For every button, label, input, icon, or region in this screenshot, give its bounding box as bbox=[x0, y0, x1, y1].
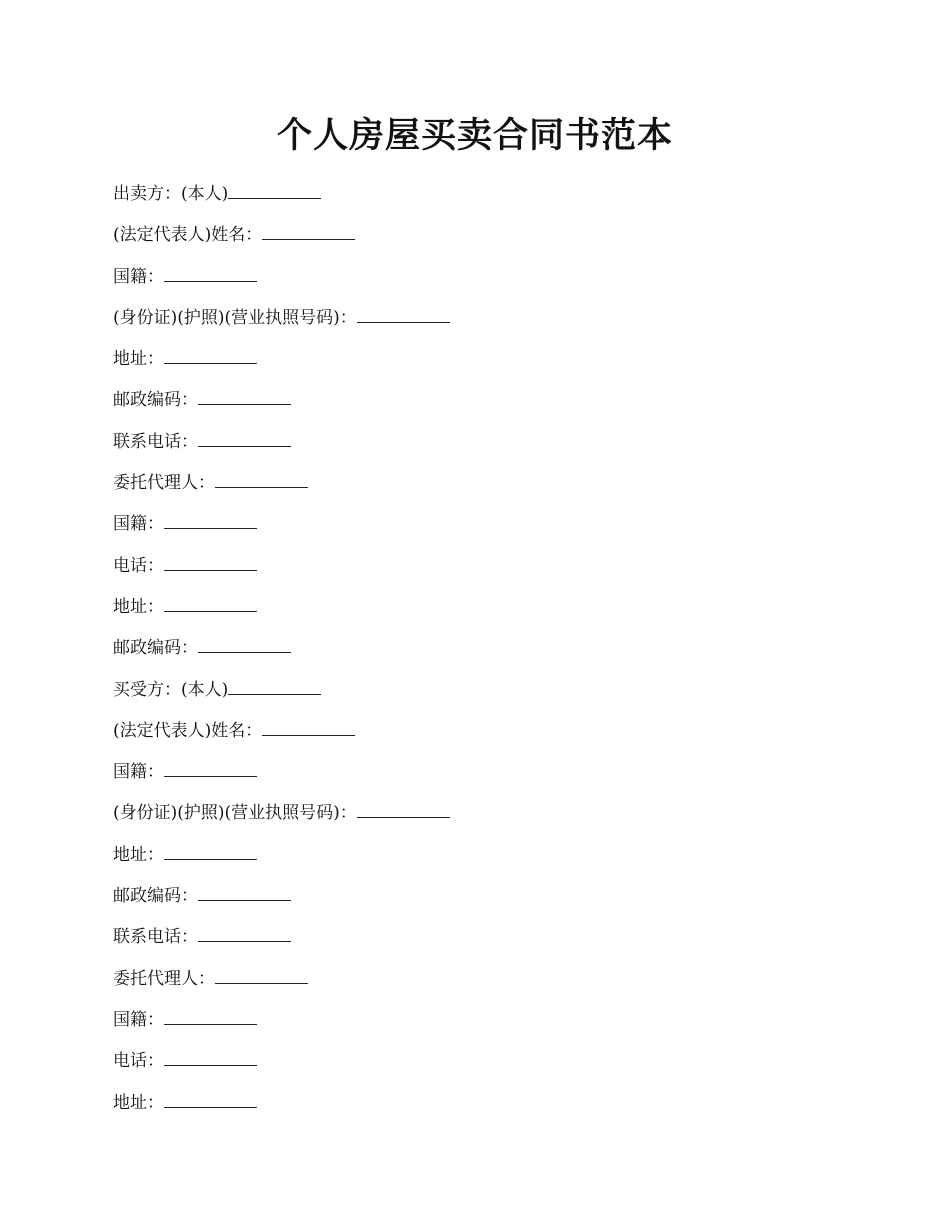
field-label: 国籍： bbox=[113, 762, 164, 783]
buyer-agent-nationality-field bbox=[113, 1006, 873, 1047]
fill-in-blank bbox=[198, 634, 291, 653]
field-label: (身份证)(护照)(营业执照号码)： bbox=[113, 803, 357, 824]
field-label: 联系电话： bbox=[113, 431, 198, 452]
seller-agent-postcode-field bbox=[113, 634, 873, 675]
field-label: 委托代理人： bbox=[113, 473, 215, 494]
field-label: 邮政编码： bbox=[113, 390, 198, 411]
seller-agent-phone-field bbox=[113, 552, 873, 593]
fill-in-blank bbox=[164, 345, 257, 364]
seller-postcode-field bbox=[113, 386, 873, 427]
seller-nationality-field bbox=[113, 263, 873, 304]
seller-id-field bbox=[113, 304, 873, 345]
fill-in-blank bbox=[164, 552, 257, 571]
buyer-agent-field bbox=[113, 965, 873, 1006]
seller-address-field bbox=[113, 345, 873, 386]
field-label: 地址： bbox=[113, 1092, 164, 1113]
field-label: (身份证)(护照)(营业执照号码)： bbox=[113, 307, 357, 328]
buyer-agent-address-field bbox=[113, 1089, 873, 1130]
buyer-legal-rep-field bbox=[113, 717, 873, 758]
field-label: (法定代表人)姓名： bbox=[113, 225, 263, 246]
field-label: 出卖方：(本人) bbox=[113, 184, 229, 204]
fill-in-blank bbox=[164, 263, 257, 282]
field-label: 国籍： bbox=[113, 514, 164, 535]
field-label: 地址： bbox=[113, 596, 164, 617]
fill-in-blank bbox=[228, 180, 321, 199]
buyer-phone-field bbox=[113, 923, 873, 964]
field-label: 地址： bbox=[113, 349, 164, 370]
field-label: 买受方：(本人) bbox=[113, 679, 229, 700]
seller-agent-address-field bbox=[113, 593, 873, 634]
field-label: 国籍： bbox=[113, 266, 164, 287]
fill-in-blank bbox=[198, 428, 291, 447]
seller-agent-nationality-field bbox=[113, 510, 873, 551]
fill-in-blank bbox=[215, 469, 308, 488]
field-label: (法定代表人)姓名： bbox=[113, 720, 263, 741]
fill-in-blank bbox=[164, 1089, 257, 1108]
field-label: 邮政编码： bbox=[113, 638, 198, 659]
fill-in-blank bbox=[228, 676, 321, 695]
field-label: 电话： bbox=[113, 555, 164, 576]
buyer-postcode-field bbox=[113, 882, 873, 923]
document-title: 个人房屋买卖合同书范本 bbox=[276, 115, 673, 156]
fill-in-blank bbox=[198, 882, 291, 901]
fill-in-blank bbox=[164, 1047, 257, 1066]
fill-in-blank bbox=[357, 799, 450, 818]
seller-field bbox=[113, 180, 873, 221]
buyer-nationality-field bbox=[113, 758, 873, 799]
fill-in-blank bbox=[164, 841, 257, 860]
seller-agent-field bbox=[113, 469, 873, 510]
field-label: 国籍： bbox=[113, 1009, 164, 1030]
buyer-address-field bbox=[113, 841, 873, 882]
party-info-list bbox=[113, 180, 873, 1130]
field-label: 联系电话： bbox=[113, 927, 198, 948]
field-label: 邮政编码： bbox=[113, 886, 198, 907]
fill-in-blank bbox=[198, 386, 291, 405]
fill-in-blank bbox=[164, 758, 257, 777]
fill-in-blank bbox=[357, 304, 450, 323]
seller-phone-field bbox=[113, 428, 873, 469]
fill-in-blank bbox=[164, 593, 257, 612]
fill-in-blank bbox=[262, 717, 355, 736]
fill-in-blank bbox=[215, 965, 308, 984]
buyer-id-field bbox=[113, 799, 873, 840]
seller-legal-rep-field bbox=[113, 221, 873, 262]
buyer-field bbox=[113, 676, 873, 717]
buyer-agent-phone-field bbox=[113, 1047, 873, 1088]
field-label: 地址： bbox=[113, 844, 164, 865]
fill-in-blank bbox=[164, 1006, 257, 1025]
fill-in-blank bbox=[198, 923, 291, 942]
fill-in-blank bbox=[262, 221, 355, 240]
field-label: 委托代理人： bbox=[113, 968, 215, 989]
fill-in-blank bbox=[164, 510, 257, 529]
field-label: 电话： bbox=[113, 1051, 164, 1072]
